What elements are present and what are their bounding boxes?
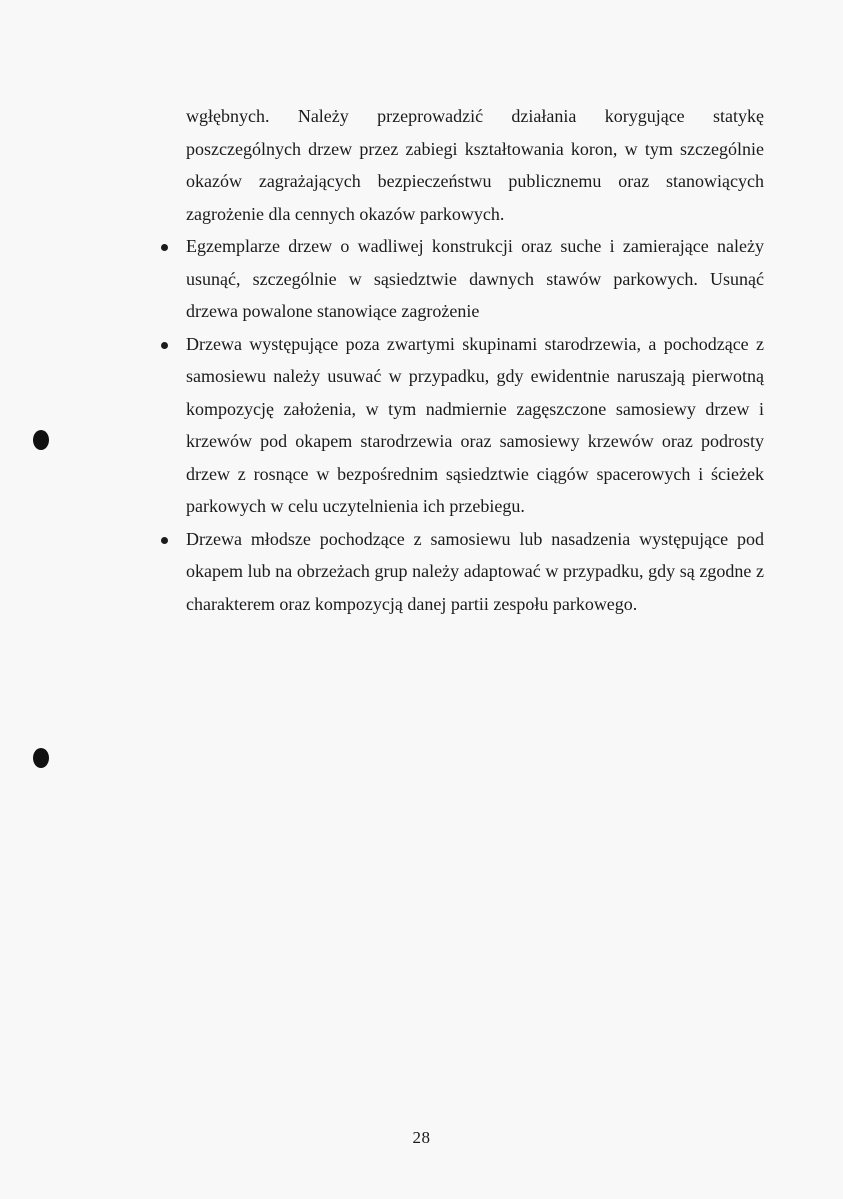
punch-hole-bottom xyxy=(33,748,49,768)
bullet-icon xyxy=(161,537,168,544)
list-item-text: Drzewa młodsze pochodzące z samosiewu lub nasadzenia występujące pod okapem lub na obrzeżach grup należy adaptować w przypadku, gdy są zgodne z charakterem oraz kompozycją danej partii zespołu parkowego. xyxy=(186,528,764,614)
list-item-text: Egzemplarze drzew o wadliwej konstrukcji oraz suche i zamierające należy usunąć, szczególnie w sąsiedztwie dawnych stawów parkowych. Usunąć drzewa powalone stanowiące zagrożenie xyxy=(186,236,764,321)
punch-hole-top xyxy=(33,430,49,450)
bullet-icon xyxy=(161,342,168,349)
list-item xyxy=(186,523,764,621)
bullet-list xyxy=(186,230,764,620)
document-body xyxy=(186,100,764,620)
list-item xyxy=(186,230,764,328)
bullet-icon xyxy=(161,244,168,251)
list-item xyxy=(186,328,764,523)
lead-paragraph: wgłębnych. Należy przeprowadzić działania korygujące statykę poszczególnych drzew przez zabiegi kształtowania koron, w tym szczególnie okazów zagrażających bezpieczeństwu publicznemu oraz stanowiących zagrożenie dla cennych okazów parkowych. xyxy=(186,106,764,224)
list-item-text: Drzewa występujące poza zwartymi skupinami starodrzewia, a pochodzące z samosiewu należy usuwać w przypadku, gdy ewidentnie naruszają pierwotną kompozycję założenia, w tym nadmiernie zagęszczone samosiewy drzew i krzewów pod okapem starodrzewia oraz samosiewy krzewów oraz podrosty drzew z rosnące w bezpośrednim sąsiedztwie ciągów spacerowych i ścieżek parkowych w celu uczytelnienia ich przebiegu. xyxy=(186,333,764,516)
page-number: 28 xyxy=(412,1128,431,1147)
